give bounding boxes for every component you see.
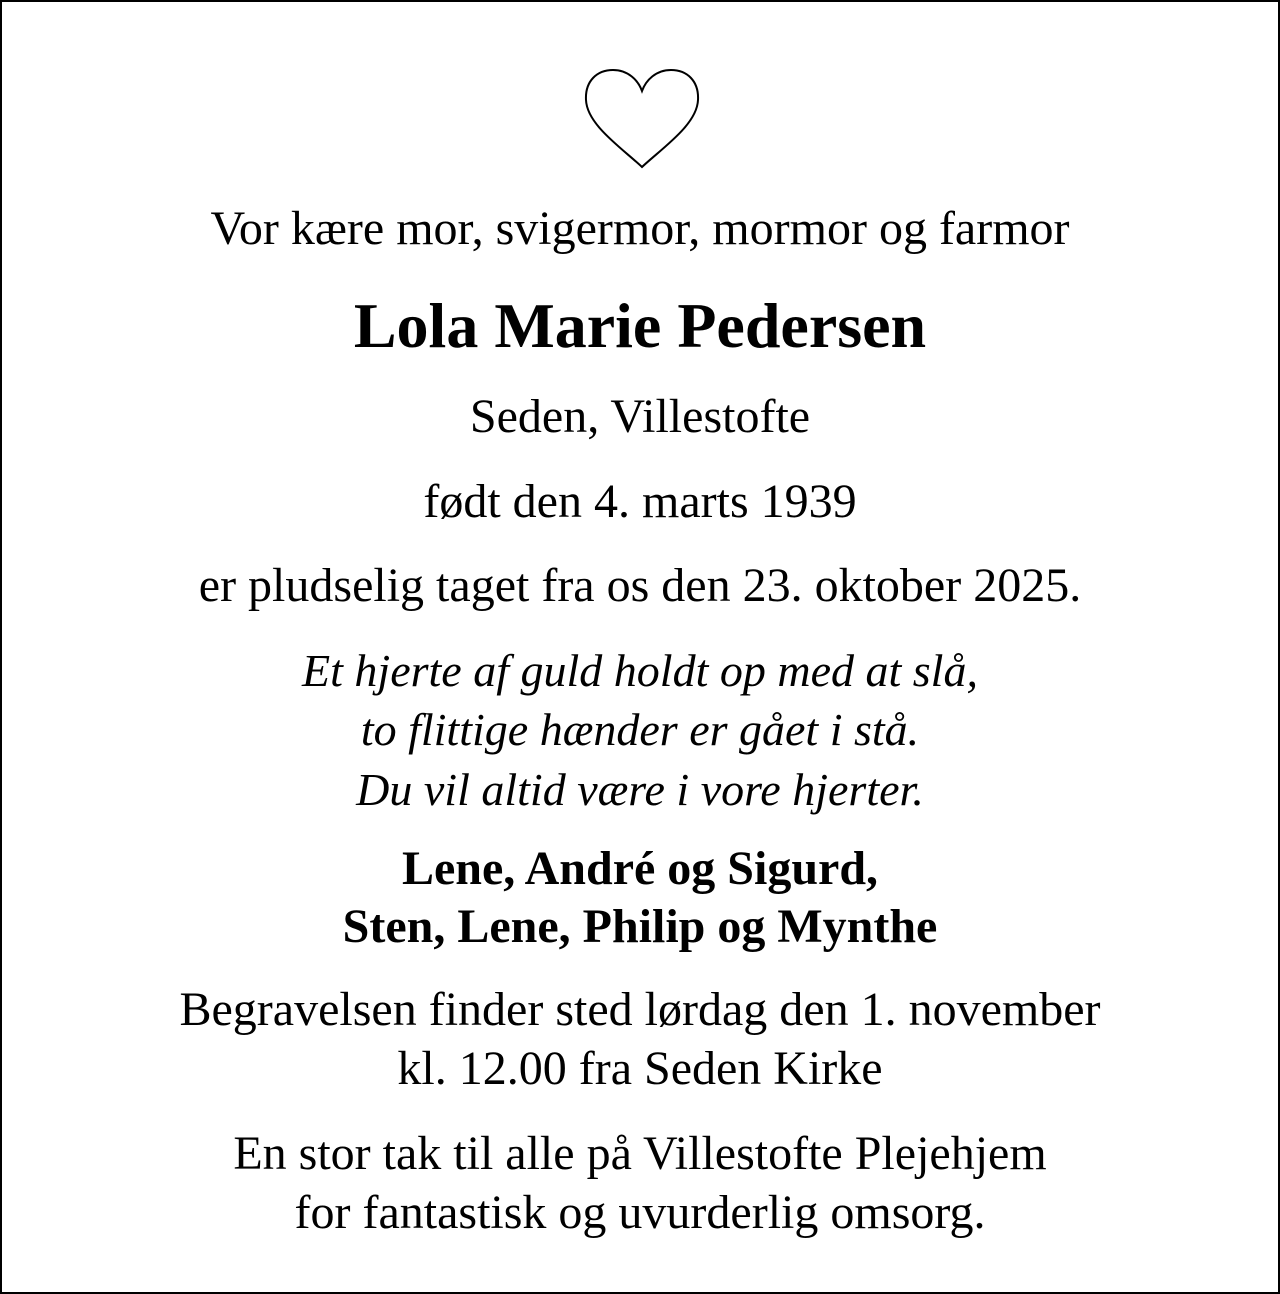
verse-line: Du vil altid være i vore hjerter.	[356, 764, 924, 815]
funeral-info-line: kl. 12.00 fra Seden Kirke	[397, 1042, 883, 1095]
funeral-info-line: Begravelsen finder sted lørdag den 1. november	[179, 983, 1101, 1036]
thanks-line: for fantastisk og uvurderlig omsorg.	[294, 1186, 986, 1239]
family-names-line: Lene, André og Sigurd,	[401, 842, 879, 895]
deceased-name: Lola Marie Pedersen	[353, 290, 927, 361]
heart-icon	[583, 67, 701, 170]
death-date-text: er pludselig taget fra os den 23. oktober 2025.	[198, 559, 1082, 612]
thanks-line: En stor tak til alle på Villestofte Plejehjem	[233, 1127, 1047, 1180]
intro-text: Vor kære mor, svigermor, mormor og farmor	[210, 202, 1070, 255]
family-names-line: Sten, Lene, Philip og Mynthe	[342, 900, 938, 953]
birth-date-text: født den 4. marts 1939	[423, 475, 857, 528]
verse-line: Et hjerte af guld holdt op med at slå,	[302, 645, 978, 696]
verse-line: to flittige hænder er gået i stå.	[360, 704, 920, 755]
location-text: Seden, Villestofte	[469, 390, 811, 443]
